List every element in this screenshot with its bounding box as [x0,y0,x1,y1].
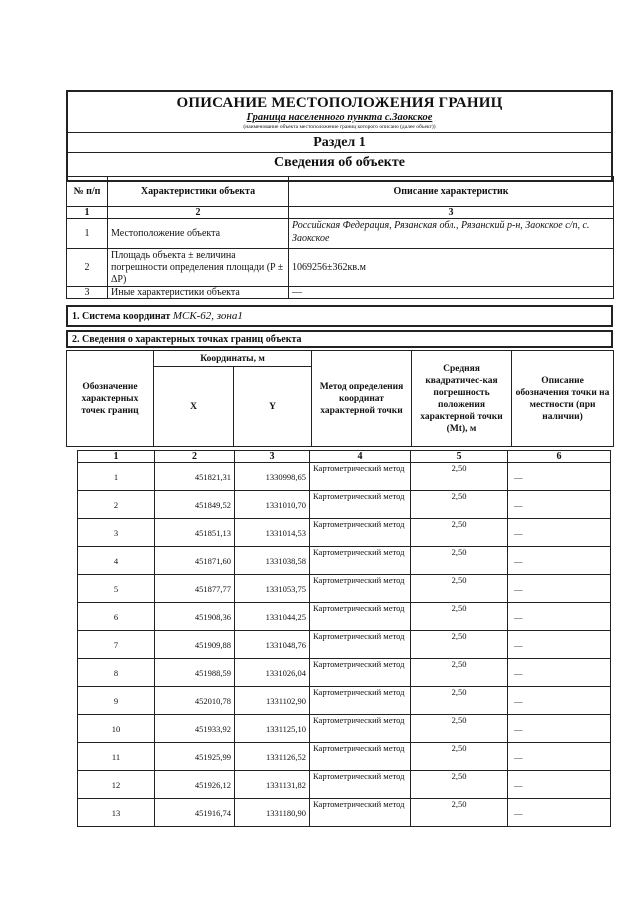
point-method: Картометрический метод [310,603,411,631]
table-row [78,715,611,743]
section-title: Сведения об объекте [274,155,405,170]
point-y: 1330998,65 [235,463,310,491]
point-y: 1331014,53 [235,519,310,547]
point-description: — [508,519,611,547]
point-x: 451933,92 [155,715,235,743]
table-row [78,519,611,547]
point-description: — [508,771,611,799]
point-description: — [508,715,611,743]
header-method: Метод определения координат характерной точки [312,351,412,447]
header-x: X [154,367,234,447]
header-y: Y [234,367,312,447]
point-error: 2,50 [411,463,508,491]
point-error: 2,50 [411,519,508,547]
point-number: 11 [78,743,155,771]
point-number: 13 [78,799,155,827]
row-number: 1 [67,219,108,249]
point-y: 1331053,75 [235,575,310,603]
point-description: — [508,463,611,491]
header-error: Средняя квадратичес-кая погрешность положения характерной точки (Mt), м [412,351,512,447]
point-method: Картометрический метод [310,491,411,519]
row-value: Российская Федерация, Рязанская обл., Рязанский р-н, Заокское с/п, с. Заокское [289,219,614,249]
table-row [78,547,611,575]
col-header-description: Описание характеристик [289,177,614,207]
table-row [67,249,614,287]
point-x: 451871,60 [155,547,235,575]
point-error: 2,50 [411,743,508,771]
col-number: 2 [108,207,289,219]
point-method: Картометрический метод [310,771,411,799]
col-number: 5 [411,451,508,463]
section-2-title: 2. Сведения о характерных точках границ объекта [66,330,613,348]
point-y: 1331044,25 [235,603,310,631]
point-x: 451916,74 [155,799,235,827]
points-table-header [66,350,614,447]
coordinate-system [66,305,613,327]
point-x: 451908,36 [155,603,235,631]
point-number: 8 [78,659,155,687]
point-method: Картометрический метод [310,715,411,743]
point-number: 6 [78,603,155,631]
table-row [78,799,611,827]
point-method: Картометрический метод [310,659,411,687]
point-x: 451926,12 [155,771,235,799]
point-description: — [508,631,611,659]
object-name-note: (наименование объекта местоположение границ которого описано (далее объект)) [68,124,611,133]
object-name: Граница населенного пункта с.Заокское [246,112,433,123]
point-x: 451988,59 [155,659,235,687]
point-description: — [508,743,611,771]
table-row [78,743,611,771]
object-table [66,176,614,299]
point-description: — [508,575,611,603]
point-description: — [508,547,611,575]
point-x: 451849,52 [155,491,235,519]
points-table [77,450,611,827]
row-name: Площадь объекта ± величина погрешности определения площади (P ± ΔP) [108,249,289,287]
table-row [78,603,611,631]
col-number: 1 [67,207,108,219]
row-number: 2 [67,249,108,287]
point-y: 1331010,70 [235,491,310,519]
point-method: Картометрический метод [310,547,411,575]
section-label: Раздел 1 [68,133,611,153]
col-number: 3 [289,207,614,219]
point-number: 9 [78,687,155,715]
row-value: 1069256±362кв.м [289,249,614,287]
point-error: 2,50 [411,687,508,715]
table-row [78,631,611,659]
table-row [78,575,611,603]
point-error: 2,50 [411,603,508,631]
table-row [78,463,611,491]
col-header-characteristics: Характеристики объекта [108,177,289,207]
point-number: 7 [78,631,155,659]
table-row [78,491,611,519]
point-x: 451925,99 [155,743,235,771]
point-number: 3 [78,519,155,547]
point-x: 451821,31 [155,463,235,491]
row-name: Местоположение объекта [108,219,289,249]
row-name: Иные характеристики объекта [108,287,289,299]
point-method: Картометрический метод [310,631,411,659]
point-description: — [508,799,611,827]
point-y: 1331038,58 [235,547,310,575]
point-x: 451909,88 [155,631,235,659]
coordinate-system-label: 1. Система координат [72,311,171,322]
point-error: 2,50 [411,575,508,603]
point-description: — [508,659,611,687]
point-method: Картометрический метод [310,463,411,491]
point-y: 1331126,52 [235,743,310,771]
header-description: Описание обозначения точки на местности (при наличии) [512,351,614,447]
col-number: 4 [310,451,411,463]
point-method: Картометрический метод [310,575,411,603]
table-row [67,219,614,249]
point-error: 2,50 [411,547,508,575]
table-row [67,287,614,299]
point-error: 2,50 [411,771,508,799]
point-y: 1331026,04 [235,659,310,687]
document-header [66,90,613,182]
row-number: 3 [67,287,108,299]
point-description: — [508,603,611,631]
col-number: 1 [78,451,155,463]
point-method: Картометрический метод [310,799,411,827]
point-number: 12 [78,771,155,799]
col-number: 6 [508,451,611,463]
point-number: 2 [78,491,155,519]
col-number: 2 [155,451,235,463]
point-y: 1331048,76 [235,631,310,659]
point-x: 452010,78 [155,687,235,715]
table-row [78,687,611,715]
point-error: 2,50 [411,491,508,519]
col-header-number: № п/п [67,177,108,207]
point-number: 1 [78,463,155,491]
point-x: 451877,77 [155,575,235,603]
point-number: 5 [78,575,155,603]
point-error: 2,50 [411,799,508,827]
point-x: 451851,13 [155,519,235,547]
header-coordinates: Координаты, м [154,351,312,367]
point-method: Картометрический метод [310,743,411,771]
point-y: 1331102,90 [235,687,310,715]
table-row [78,771,611,799]
point-method: Картометрический метод [310,687,411,715]
document-title: ОПИСАНИЕ МЕСТОПОЛОЖЕНИЯ ГРАНИЦ [176,95,503,111]
header-designation: Обозначение характерных точек границ [67,351,154,447]
point-y: 1331125,10 [235,715,310,743]
point-number: 10 [78,715,155,743]
point-method: Картометрический метод [310,519,411,547]
point-error: 2,50 [411,659,508,687]
point-description: — [508,491,611,519]
coordinate-system-value: МСК-62, зона1 [172,310,243,322]
point-y: 1331180,90 [235,799,310,827]
row-value: — [289,287,614,299]
point-description: — [508,687,611,715]
point-y: 1331131,82 [235,771,310,799]
col-number: 3 [235,451,310,463]
point-number: 4 [78,547,155,575]
point-error: 2,50 [411,631,508,659]
point-error: 2,50 [411,715,508,743]
table-row [78,659,611,687]
